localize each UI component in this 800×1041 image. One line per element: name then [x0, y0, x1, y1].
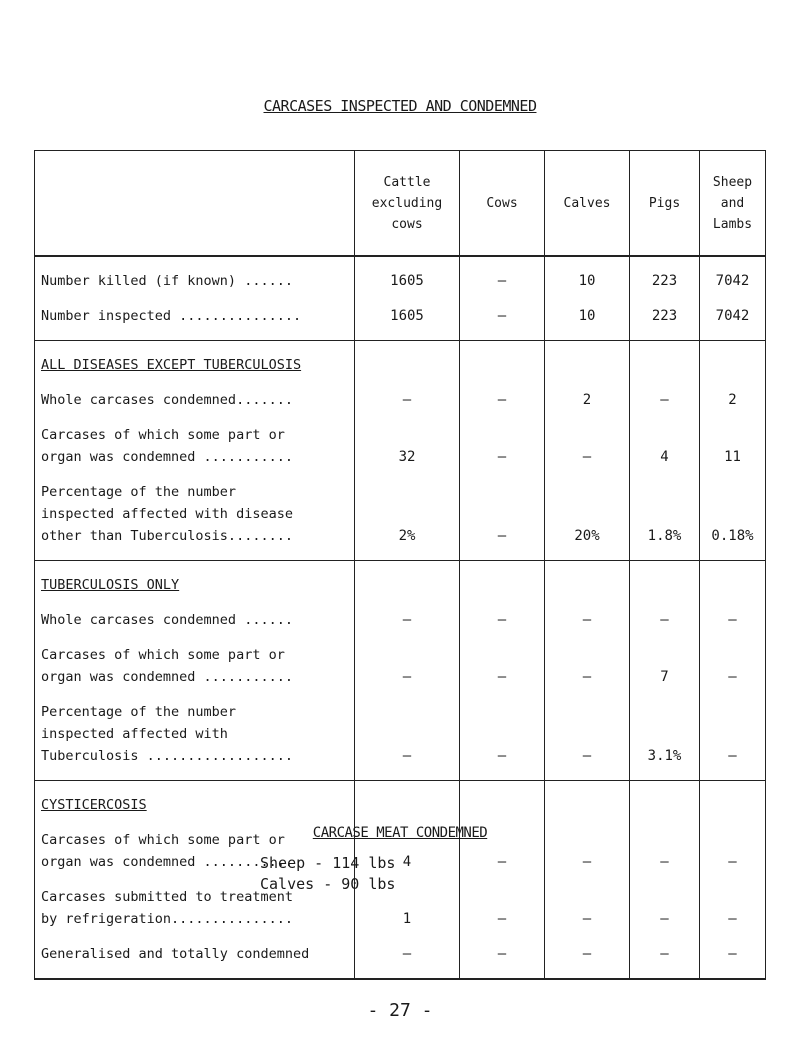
table-cell: –	[660, 392, 669, 408]
section-heading: TUBERCULOSIS ONLY	[41, 577, 180, 593]
row-label: Carcases submitted to treatment	[41, 889, 293, 905]
meat-condemned-weights	[260, 853, 395, 895]
table-cell: –	[582, 854, 592, 870]
table-cell: 3.1%	[647, 748, 682, 764]
table-cell: 1	[402, 911, 412, 927]
table-cell: –	[728, 946, 737, 962]
table-cell: –	[660, 946, 669, 962]
row-label: organ was condemned ...........	[41, 854, 293, 870]
row-label: by refrigeration...............	[41, 911, 293, 927]
row-label: Carcases of which some part or	[41, 427, 285, 443]
page-title: CARCASES INSPECTED AND CONDEMNED	[263, 97, 537, 115]
table-cell: –	[582, 612, 592, 628]
column-header-cows: Cows	[460, 151, 545, 257]
table-cell: –	[582, 946, 592, 962]
table-cell: 223	[651, 273, 678, 289]
table-cell: 1605	[390, 273, 424, 289]
table-cell: 2%	[398, 528, 416, 544]
meat-condemned-title: CARCASE MEAT CONDEMNED	[312, 825, 488, 841]
table-cell: 32	[398, 449, 416, 465]
table-cell: –	[497, 308, 507, 324]
table-cell: –	[497, 449, 507, 465]
row-label: Carcases of which some part or	[41, 832, 285, 848]
row-label: Number inspected ...............	[41, 308, 302, 324]
sheep-weight: Sheep - 114 lbs	[260, 854, 396, 872]
table-cell: 1605	[390, 308, 424, 324]
row-label: Carcases of which some part or	[41, 647, 285, 663]
table-cell: –	[728, 669, 737, 685]
table-cell: –	[582, 748, 592, 764]
table-cell: 7	[660, 669, 669, 685]
table-cell: 223	[651, 308, 678, 324]
table-cell: –	[660, 612, 669, 628]
row-label: organ was condemned ...........	[41, 669, 293, 685]
column-header-calves: Calves	[545, 151, 630, 257]
table-section-cysticercosis	[35, 781, 766, 980]
header-label-cell	[35, 151, 355, 257]
row-label: Whole carcases condemned ......	[41, 612, 293, 628]
table-cell: 4	[402, 854, 412, 870]
table-cell: –	[582, 911, 592, 927]
table-cell: –	[497, 528, 507, 544]
table-cell: 7042	[715, 308, 750, 324]
table-cell: –	[402, 669, 412, 685]
table-cell: –	[582, 669, 592, 685]
table-cell: –	[497, 911, 507, 927]
table-cell: 10	[578, 273, 596, 289]
row-label: Generalised and totally condemned	[41, 946, 310, 962]
header-row	[35, 151, 766, 257]
table-section-counts	[35, 256, 766, 341]
table-cell: –	[497, 273, 507, 289]
row-label: other than Tuberculosis........	[41, 528, 293, 544]
table-cell: 2	[728, 392, 737, 408]
table-cell: –	[402, 748, 412, 764]
carcases-table	[34, 150, 766, 980]
table-cell: –	[728, 748, 737, 764]
table-cell: –	[582, 449, 592, 465]
table-cell: –	[497, 748, 507, 764]
table-cell: 20%	[574, 528, 600, 544]
row-label: Whole carcases condemned.......	[41, 392, 293, 408]
table-cell: –	[497, 612, 507, 628]
table-cell: 2	[582, 392, 592, 408]
table-cell: –	[728, 612, 737, 628]
row-label: organ was condemned ...........	[41, 449, 293, 465]
column-header-cattle: Cattle excluding cows	[355, 151, 460, 257]
row-label: inspected affected with disease	[41, 506, 293, 522]
table-cell: 7042	[715, 273, 750, 289]
table-section-tuberculosis	[35, 561, 766, 781]
section-heading: ALL DISEASES EXCEPT TUBERCULOSIS	[41, 357, 302, 373]
table-cell: –	[660, 854, 669, 870]
section-heading: CYSTICERCOSIS	[41, 797, 147, 813]
row-label: Percentage of the number	[41, 484, 237, 500]
table-cell: –	[402, 946, 412, 962]
table-section-all-diseases	[35, 341, 766, 561]
page-number: - 27 -	[367, 1000, 433, 1021]
row-label: Percentage of the number	[41, 704, 237, 720]
table-cell: –	[497, 392, 507, 408]
table-cell: 11	[724, 449, 741, 465]
table-cell: 4	[660, 449, 669, 465]
row-label: Tuberculosis ..................	[41, 748, 293, 764]
calves-weight: Calves - 90 lbs	[260, 875, 396, 893]
table-cell: 1.8%	[647, 528, 682, 544]
table-cell: –	[402, 392, 412, 408]
column-header-sheep: Sheep and Lambs	[700, 151, 766, 257]
row-label: Number killed (if known) ......	[41, 273, 293, 289]
table-cell: –	[497, 854, 507, 870]
column-header-pigs: Pigs	[630, 151, 700, 257]
table-cell: –	[660, 911, 669, 927]
table-cell: –	[497, 669, 507, 685]
table-cell: –	[497, 946, 507, 962]
table-cell: 0.18%	[711, 528, 754, 544]
table-cell: –	[728, 854, 737, 870]
row-label: inspected affected with	[41, 726, 228, 742]
table-cell: –	[402, 612, 412, 628]
table-cell: 10	[578, 308, 596, 324]
table-cell: –	[728, 911, 737, 927]
